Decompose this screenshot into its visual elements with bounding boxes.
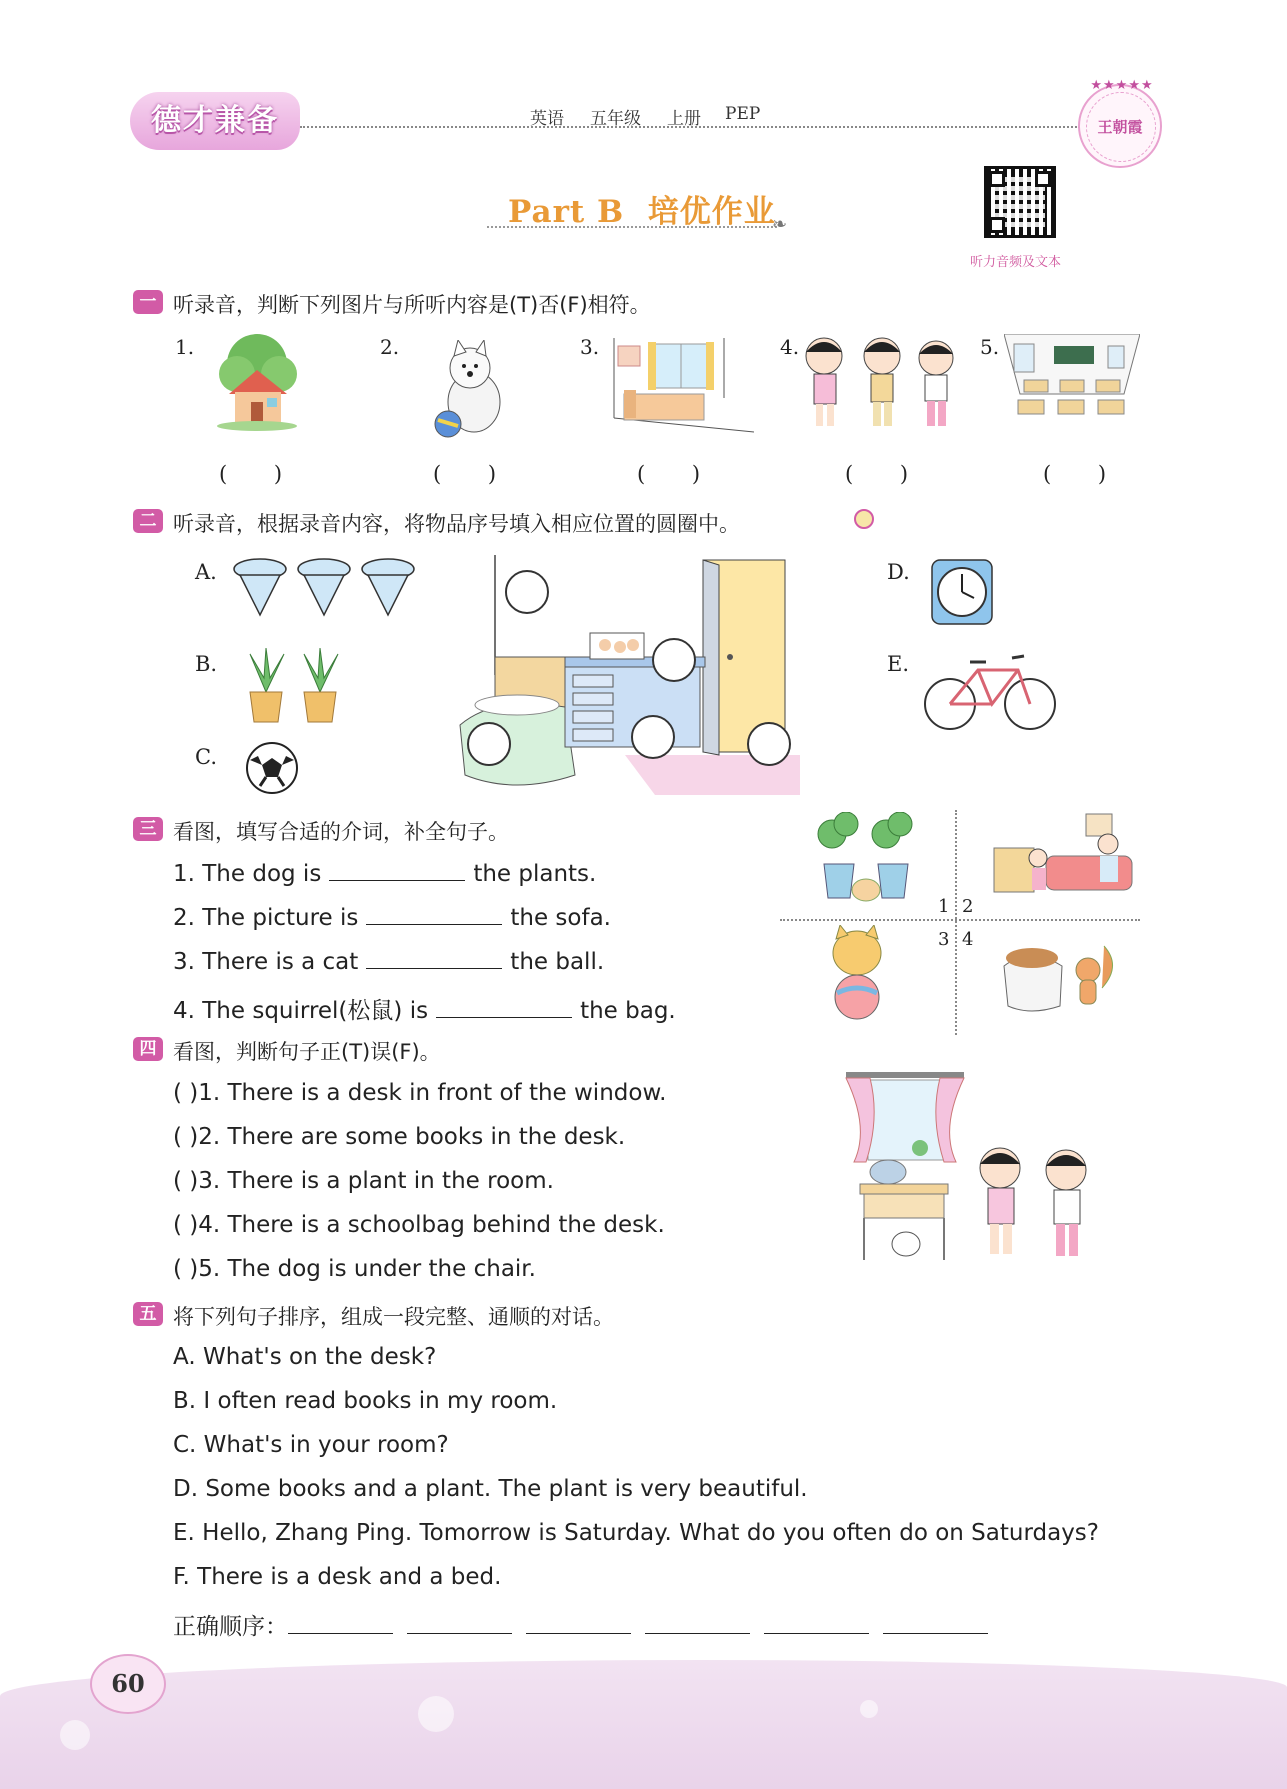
header-grade: 五年级 [590, 109, 641, 129]
placement-circle[interactable] [652, 638, 696, 682]
section-4-badge: 四 [133, 1037, 163, 1061]
s1-item-number: 1. [175, 335, 195, 359]
s3-sentence [173, 992, 676, 1025]
order-blank[interactable] [526, 1613, 631, 1634]
bubble-decoration [860, 1700, 878, 1718]
seal-stars: ★★★★★ [1090, 78, 1154, 93]
header-volume: 上册 [667, 109, 701, 129]
s2-item-letter: E. [887, 652, 910, 676]
s1-item-number: 5. [980, 335, 1000, 359]
s4-statement[interactable]: ( )3. There is a plant in the room. [173, 1168, 554, 1194]
s3-sentence [173, 860, 596, 887]
placement-circle[interactable] [631, 715, 675, 759]
placement-circle[interactable] [747, 722, 791, 766]
page-title [508, 186, 776, 231]
dog-plants-picture [810, 812, 920, 907]
section-2-title: 听录音，根据录音内容，将物品序号填入相应位置的圆圈中。 [173, 512, 740, 536]
section-1-badge: 一 [133, 290, 163, 314]
title-part: Part B [508, 194, 625, 230]
s3-sentence-pre: 3. There is a cat [173, 949, 359, 975]
s3-sentence [173, 948, 604, 975]
sofa-picture-scene [990, 810, 1135, 910]
s4-statement[interactable]: ( )4. There is a schoolbag behind the desk. [173, 1212, 665, 1238]
quadrant-label: 1 [938, 896, 950, 917]
house-picture [215, 332, 300, 432]
qr-code[interactable] [984, 166, 1056, 238]
quadrant-label: 3 [938, 929, 950, 950]
order-blank[interactable] [883, 1613, 988, 1634]
placement-circle[interactable] [505, 570, 549, 614]
classroom-picture [1004, 334, 1140, 430]
qr-label: 听力音频及文本 [970, 255, 1062, 270]
bubble-decoration [60, 1720, 90, 1750]
bubble-decoration [418, 1696, 454, 1732]
footer-wave [0, 1660, 1287, 1789]
s5-option: A. What's on the desk? [173, 1344, 437, 1370]
s1-item-number: 4. [780, 335, 800, 359]
answer-blank[interactable] [366, 904, 502, 925]
order-blank[interactable] [645, 1613, 750, 1634]
s4-statement[interactable]: ( )1. There is a desk in front of the window. [173, 1080, 667, 1106]
order-blank[interactable] [764, 1613, 869, 1634]
plants-picture [240, 648, 350, 728]
s3-sentence-pre: 1. The dog is [173, 861, 322, 887]
s4-statement[interactable]: ( )2. There are some books in the desk. [173, 1124, 626, 1150]
s3-sentence-pre: 2. The picture is [173, 905, 359, 931]
s5-option: E. Hello, Zhang Ping. Tomorrow is Saturday. What do you often do on Saturdays? [173, 1520, 1099, 1546]
brand-logo: 德才兼备 [130, 92, 300, 150]
s2-item-letter: D. [887, 560, 910, 584]
section-5-badge: 五 [133, 1302, 163, 1326]
answer-blank[interactable] [329, 860, 465, 881]
header-subject: 英语 [530, 109, 564, 129]
s2-item-letter: A. [195, 560, 217, 584]
s1-answer-paren[interactable]: ( ) [1043, 462, 1127, 486]
s5-option: D. Some books and a plant. The plant is very beautiful. [173, 1476, 808, 1502]
section-4-title: 看图，判断句子正(T)误(F)。 [173, 1040, 441, 1064]
s1-answer-paren[interactable]: ( ) [433, 462, 517, 486]
s3-sentence-post: the bag. [580, 998, 676, 1024]
s5-option: B. I often read books in my room. [173, 1388, 558, 1414]
quadrant-divider-vertical [955, 810, 957, 1035]
s3-sentence [173, 904, 611, 931]
hats-picture [232, 555, 427, 627]
s5-option: F. There is a desk and a bed. [173, 1564, 502, 1590]
s2-item-letter: B. [195, 652, 218, 676]
s4-statement[interactable]: ( )5. The dog is under the chair. [173, 1256, 536, 1282]
s1-answer-paren[interactable]: ( ) [845, 462, 929, 486]
qr-finder-icon [1035, 171, 1051, 187]
seal-name: 王朝霞 [1097, 118, 1143, 136]
title-name: 培优作业 [647, 194, 776, 230]
section-3-badge: 三 [133, 817, 163, 841]
children-picture [802, 334, 962, 434]
s2-item-letter: C. [195, 745, 217, 769]
dog-picture [430, 340, 515, 440]
bedroom-picture [604, 338, 754, 433]
section-3-title: 看图，填写合适的介词，补全句子。 [173, 820, 509, 844]
squirrel-bag-picture [1000, 936, 1120, 1016]
qr-finder-icon [989, 171, 1005, 187]
s3-sentence-post: the sofa. [510, 905, 611, 931]
order-blank[interactable] [407, 1613, 512, 1634]
football-icon [244, 740, 300, 796]
quadrant-label: 2 [962, 896, 974, 917]
answer-blank[interactable] [366, 948, 502, 969]
cat-ball-picture [822, 925, 892, 1021]
bike-icon [920, 648, 1060, 732]
header-edition: PEP [725, 104, 761, 124]
quadrant-divider-horizontal [780, 919, 1140, 921]
s1-answer-paren[interactable]: ( ) [219, 462, 303, 486]
window-desk-children-picture [840, 1068, 1100, 1268]
s3-sentence-post: the ball. [510, 949, 605, 975]
s1-answer-paren[interactable]: ( ) [637, 462, 721, 486]
s5-order-label: 正确顺序： [173, 1614, 288, 1640]
quadrant-label: 4 [962, 929, 974, 950]
page-number: 60 [90, 1654, 166, 1714]
fish-icon: ❧ [772, 214, 788, 235]
s1-item-number: 3. [580, 335, 600, 359]
s1-item-number: 2. [380, 335, 400, 359]
answer-blank[interactable] [436, 997, 572, 1018]
audio-icon[interactable] [854, 509, 874, 529]
author-seal [1078, 78, 1162, 168]
s5-order-row [173, 1608, 1002, 1641]
qr-finder-icon [989, 217, 1005, 233]
placement-circle[interactable] [467, 722, 511, 766]
title-underline [487, 226, 777, 228]
s3-sentence-pre: 4. The squirrel(松鼠) is [173, 998, 429, 1024]
section-5-title: 将下列句子排序，组成一段完整、通顺的对话。 [173, 1305, 614, 1329]
section-2-badge: 二 [133, 509, 163, 533]
order-blank[interactable] [288, 1613, 393, 1634]
section-1-title: 听录音，判断下列图片与所听内容是(T)否(F)相符。 [173, 293, 651, 317]
s3-sentence-post: the plants. [473, 861, 597, 887]
clock-icon [930, 558, 994, 626]
s5-option: C. What's in your room? [173, 1432, 449, 1458]
